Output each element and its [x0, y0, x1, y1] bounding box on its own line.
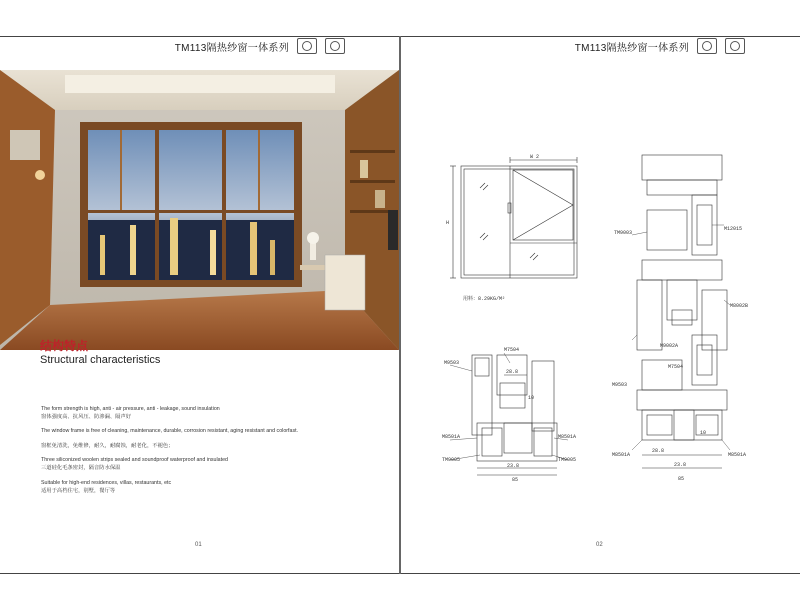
left-page-number: 01 — [195, 542, 202, 548]
small-section-label-tm9005-right: TM9005 — [558, 457, 577, 463]
tall-section-label-m7504: M7504 — [668, 364, 684, 370]
small-section-label-m8501a-right: M8501A — [558, 434, 577, 440]
elevation-usage-note: 用料：8.29KG/M² — [463, 296, 506, 302]
elevation-height-label: H — [446, 220, 450, 226]
feature-2-en: The window frame is free of cleaning, maintenance, durable, corrosion resistant, aging resistant and colorfast. — [41, 428, 299, 434]
feature-1-cn: 窗体强度高、抗风压、防渗漏、隔声好 — [41, 414, 132, 420]
tall-section-label-m8002b: M8002B — [730, 303, 749, 309]
small-section-label-tm9005-left: TM9005 — [442, 457, 461, 463]
tall-section-label-m8501a-right: M8501A — [728, 452, 747, 458]
small-section-label-23-8: 23.8 — [507, 463, 520, 469]
tall-section-label-m8501a-left: M8501A — [612, 452, 631, 458]
tall-section-label-28-8: 28.8 — [652, 448, 665, 454]
cert-logo-r-icon — [697, 38, 717, 54]
right-header — [575, 38, 745, 54]
small-section-label-28-8: 28.8 — [506, 369, 519, 375]
room-photo — [0, 70, 399, 350]
section-title-cn: 结构特点 — [40, 339, 89, 353]
tall-section-label-m12015: M12015 — [724, 226, 743, 232]
small-section-label-85: 85 — [512, 477, 519, 483]
feature-4-en: Suitable for high-end residences, villas, restaurants, etc — [41, 480, 172, 486]
elevation-width-label: W 2 — [530, 154, 540, 160]
tall-section-drawing — [612, 150, 762, 490]
small-section-label-m7504: M7504 — [504, 347, 520, 353]
window-elevation-drawing — [445, 148, 595, 308]
section-title-en: Structural characteristics — [40, 354, 161, 366]
feature-1-en: The form strength is high, anti - air pressure, anti - leakage, sound insulation — [41, 406, 220, 412]
left-header — [175, 38, 345, 54]
feature-3-en: Three siliconized woolen strips sealed and soundproof waterproof and insulated — [41, 457, 228, 463]
small-section-drawing — [442, 343, 582, 483]
small-section-label-m8501a-left: M8501A — [442, 434, 461, 440]
cert-logo-q-icon — [725, 38, 745, 54]
cert-logo-r-icon — [297, 38, 317, 54]
right-page-number: 02 — [596, 542, 603, 548]
left-header-title: TM113隔热纱窗一体系列 — [174, 42, 289, 54]
feature-3-cn: 三道硅化毛条密封，隔音防水保温 — [41, 465, 121, 471]
tall-section-label-tm9003: TM9003 — [614, 230, 633, 236]
tall-section-label-m9002a: M9002A — [660, 343, 679, 349]
tall-section-label-10: 10 — [700, 430, 707, 436]
feature-4-cn: 适用于高档住宅，别墅，餐厅等 — [41, 488, 116, 494]
tall-section-label-23-8: 23.8 — [674, 462, 687, 468]
small-section-label-m9503: M9503 — [444, 360, 460, 366]
cert-logo-q-icon — [325, 38, 345, 54]
feature-2-cn: 窗框免清洗，免维修，耐久，耐腐蚀，耐老化，不褪色； — [41, 443, 174, 449]
right-header-title: TM113隔热纱窗一体系列 — [574, 42, 689, 54]
small-section-label-10: 10 — [528, 395, 535, 401]
tall-section-label-m9503: M9503 — [612, 382, 628, 388]
tall-section-label-85: 85 — [678, 476, 685, 482]
